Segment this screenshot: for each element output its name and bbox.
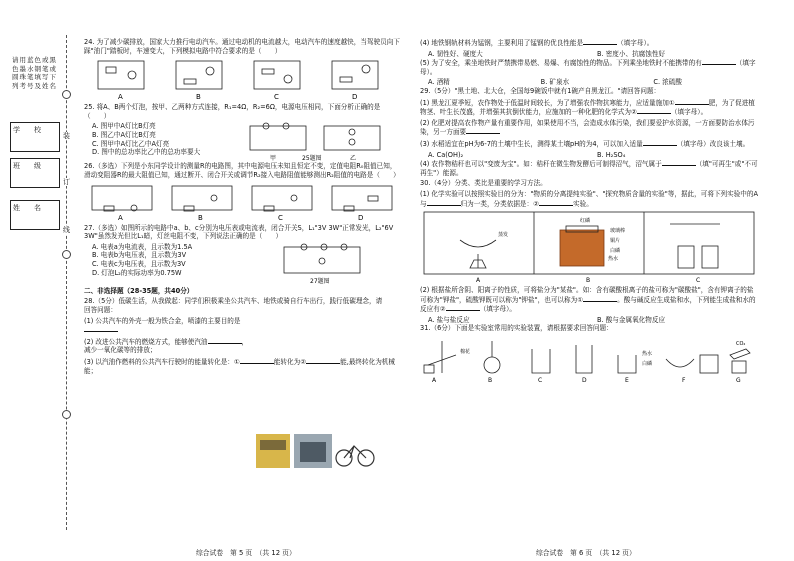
page-5-footer: 综合试卷 第 5 页 （共 12 页） <box>196 549 296 557</box>
name-field[interactable]: 姓 名 <box>10 200 60 230</box>
q30-2-option-a: A. 盐与盐反应 <box>428 315 470 324</box>
question-31: 31.（6分）下面是实验室常用的实验装置，请根据要求回答问题： <box>420 324 613 333</box>
answer-blank[interactable] <box>702 58 736 65</box>
answer-blank[interactable] <box>446 304 480 311</box>
q29-part-4: (4) 农作物秸秆也可以"变废为宝"。如：秸秆在微生物发酵后可制得沼气，沼气属于 <box>420 160 662 169</box>
q31-apparatus-figure <box>420 335 760 383</box>
q27-circuit-figure <box>264 243 384 285</box>
figure-annotation: 热水 <box>608 256 619 263</box>
q27-option-d: D. 灯泡L₂的实际功率为0.75W <box>92 268 182 277</box>
answer-blank[interactable] <box>662 159 696 166</box>
answer-blank[interactable] <box>675 98 709 105</box>
answer-blank[interactable] <box>466 127 500 134</box>
binding-instructions: 请用蓝色或黑色墨水钢笔或圆珠笔填写下列考号及姓名 <box>12 56 57 90</box>
binding-word: 线 <box>63 226 70 234</box>
question-30: 30.（4分）分类、类比是重要的学习方法。 <box>420 179 547 188</box>
figure-annotation: 铜片 <box>610 238 621 245</box>
figure-label: 乙 <box>350 155 357 163</box>
figure-annotation: 热水 <box>642 351 653 358</box>
figure-annotation: 白磷 <box>642 361 653 368</box>
question-27: 27.（多选）如图所示的电路中a、b、c分别为电压表或电流表，闭合开关S，L₁"3V 3W"正常发光，L₂"6V 3W"虽然发光但比L₁暗，灯丝电阻不变，下列说法正确的是（ ） <box>84 223 394 241</box>
q28-part-3: (3) 以汽油作燃料的公共汽车行驶时的能量转化是：① <box>84 357 240 366</box>
answer-blank[interactable] <box>643 139 677 146</box>
q28-part-4: (4) 地铁钢轨材料为锰钢，主要利用了锰钢的优良性能是 <box>420 39 584 47</box>
q28-part-2: (2) 改进公共汽车的燃烧方式，能够使汽油 <box>84 337 208 346</box>
answer-blank[interactable] <box>583 295 617 302</box>
figure-label: B <box>586 277 591 285</box>
page-6-footer: 综合试卷 第 6 页 （共 12 页） <box>536 549 636 557</box>
q30-2-option-b: B. 酸与金属氧化物反应 <box>597 315 666 324</box>
answer-blank[interactable] <box>637 107 671 114</box>
figure-annotation: 玻璃棒 <box>610 228 626 235</box>
question-24: 24. 为了减少碳排放，国家大力推行电动汽车。通过电动机的电流越大，电动汽车的速度越快，当驾驶员向下踩"油门"踏板时，车速变大，下列模拟电路中符合要求的是（ ） <box>84 38 400 55</box>
answer-blank[interactable] <box>84 325 118 332</box>
q4-option-a: A. 韧性好、硬度大 <box>428 49 483 58</box>
q29-part-3: (3) 水稻适宜在pH为6-7的土壤中生长，测得某土壤pH的为4，可以加入适量 <box>420 139 643 148</box>
figure-label: C <box>696 277 701 285</box>
question-25: 25. 将A、B两个灯泡，按甲、乙两种方式连接，R₁=4Ω，R₂=6Ω，电源电压相同，下面分析正确的是（ ） <box>84 103 381 120</box>
figure-label: B <box>488 377 493 384</box>
figure-label: E <box>625 377 629 384</box>
answer-blank[interactable] <box>539 199 573 206</box>
q27-option-a: A. 电表a为电流表，且示数为1.5A <box>92 242 193 251</box>
q25-option-c: C. 图甲中A灯比乙中A灯亮 <box>92 139 170 148</box>
q25-option-a: A. 图甲中A灯比B灯亮 <box>92 122 156 131</box>
bus-photo <box>256 434 290 468</box>
figure-label: 甲 <box>270 155 277 163</box>
figure-label: A <box>476 277 481 285</box>
page-5: 24. 为了减少碳排放，国家大力推行电动汽车。通过电动机的电流越大，电动汽车的速度越快，当驾驶员向下踩"油门"踏板时，车速变大，下列模拟电路中符合要求的是（ ） A B C D 25. 将A、B两个灯泡，按甲、乙两种方式连接，R₁=4Ω，R₂=6Ω，电源电压相同，下面分析正确的是（ ） A. 图甲中A灯比B灯亮 B. 图乙中A灯比B灯亮 C. 图甲中A灯比乙中A灯亮 D. 图中的总功率比乙中的总功率要大 甲 25题图 乙 26.（多选）下列是小东同学设计的测量R的电路图，其中电源电压未知且恒定不变，定值电阻R₀阻值已知，滑动变阻器R的最大阻值已知，通过断开、闭合开关或调节R₂接入电路阻值能够测出R₂阻值的电路是（ ） A B C D 27.（多选）如图所示的电路中a、b、c分别为电压表或电流表，闭合开关S，L₁"3V 3W"正常发光，L₂"6V 3W"虽然发光但比L₁暗，灯丝电阻不变，下列说法正确的是（ ） A. 电表a为电流表，且示数为1.5A B. 电表b为电压表，且示数为3V C. 电表c为电压表，且示数为3V D. 灯泡L₂的实际功率为0.75W 27题图 二、非选择题（28-35题，共40分） 28.（5分）低碳生活，从我做起：同学们积极乘坐公共汽车、地铁或骑自行车出行，践行低碳理念，请回答问题： (1) 公共汽车的外壳一般为铁合金，喷漆的主要目的是 (2) 改进公共汽车的燃烧方式，能够使汽油 ，减少一氧化碳等的排放； (3) 以汽油作燃料的公共汽车行驶时的能量转化是：① 能转化为② 能,最终转化为机械能； <box>84 38 402 377</box>
binding-dashed-line <box>66 35 67 530</box>
q28-part-1: (1) 公共汽车的外壳一般为铁合金，喷漆的主要目的是 <box>84 316 241 325</box>
answer-blank[interactable] <box>427 199 461 206</box>
answer-blank[interactable] <box>240 357 274 364</box>
page-6: (4) 地铁钢轨材料为锰钢，主要利用了锰钢的优良性能是 （填字母）。 A. 韧性好、硬度大 B. 密度小、抗腐蚀性好 (5) 为了安全，乘坐地铁时严禁携带易燃、易爆、有腐蚀性的物品。下列乘坐地铁时不能携带的有 （填字母）。 A. 酒精 B. 矿泉水 C. 浓硫酸 29.（5分）"黑土地、北大仓，全国每9碗饭中就有1碗产自黑龙江。"请回答问题： (1) 黑龙江夏季短，农作物处于低温时间较长，为了增强农作物抗寒能力，应适量施加① 肥，为了促进植物茎、叶生长茂盛，并增强其抗倒伏能力，应施加的一种化肥的化学式为② （填字母）。 (2) 化肥对提高农作物产量有重要作用，如果使用不当，会造成水体污染，我们要爱护水资源，一方面要防治水体污染，另一方面要 (3) 水稻适宜在pH为6-7的土壤中生长，测得某土壤pH的为4，可以加入适量 （填字母）改良该土壤。 A. Ca(OH)₂ B. H₂SO₄ (4) 农作物秸秆也可以"变废为宝"。如：秸秆在微生物发酵后可制得沼气，沼气属于 （填"可再生"或"不可再生"）能源。 30.（4分）分类、类比是重要的学习方法。 (1) 化学实验可以按照实验目的分为："物质的分离提纯实验"、"探究物质含量的实验"等，据此，可将下列实验中的A与 归为一类，分类依据是：② 实验。 A B C 蒸发 热水 红磷 玻璃棒 铜片 白磷 (2) 根据盐所含阴、阳离子的性质，可将盐分为"某盐"。如：含有碳酸根离子的盐可称为"碳酸盐"，含有钾离子的盐可称为"钾盐"，硫酸钾既可以称为"钾盐"，也可以称为① 。酸与碱反应生成盐和水，下列能生成盐和水的反应有② （填字母）。 A. 盐与盐反应 B. 酸与金属氧化物反应 31.（6分）下面是实验室常用的实验装置，请根据要求回答问题： A B C D E F G 棉花 热水 白磷 CO₂ <box>420 38 760 385</box>
binding-hole <box>62 410 71 419</box>
q24-circuit-options <box>84 57 402 101</box>
option-label: B <box>198 213 203 222</box>
q29-part-2: (2) 化肥对提高农作物产量有重要作用，如果使用不当，会造成水体污染，我们要爱护水资源，一方面要防治水体污染，另一方面要 <box>420 118 755 137</box>
figure-label: A <box>432 377 437 384</box>
option-label: B <box>196 93 201 102</box>
q27-option-b: B. 电表b为电压表，且示数为3V <box>92 251 187 260</box>
figure-caption: 25题图 <box>302 155 322 163</box>
q5-option-a: A. 酒精 <box>428 78 450 87</box>
figure-annotation: CO₂ <box>736 341 746 348</box>
class-field[interactable]: 班 级 <box>10 158 60 188</box>
binding-word: 装 <box>63 132 70 140</box>
figure-annotation: 蒸发 <box>498 232 509 239</box>
answer-blank[interactable] <box>306 357 340 364</box>
figure-annotation: 红磷 <box>580 218 591 225</box>
figure-caption: 27题图 <box>310 277 330 285</box>
figure-label: G <box>736 377 741 384</box>
q30-part-1: (1) 化学实验可以按照实验目的分为："物质的分离提纯实验"、"探究物质含量的实验"等，据此，可将下列实验中的A与 <box>420 189 758 208</box>
q29-3-option-b: B. H₂SO₄ <box>597 150 626 159</box>
answer-blank[interactable] <box>583 38 617 45</box>
binding-hole <box>62 250 71 259</box>
figure-label: F <box>682 377 686 384</box>
figure-label: D <box>582 377 587 384</box>
q4-option-b: B. 密度小、抗腐蚀性好 <box>597 49 666 58</box>
q30-experiment-figure <box>420 210 760 284</box>
option-label: A <box>118 213 123 222</box>
q25-circuit-figure <box>240 122 390 162</box>
question-28: 28.（5分）低碳生活，从我做起：同学们积极乘坐公共汽车、地铁或骑自行车出行，践行低碳理念，请回答问题： <box>84 297 383 314</box>
figure-annotation: 棉花 <box>460 349 471 356</box>
q27-option-c: C. 电表c为电压表，且示数为3V <box>92 259 186 268</box>
q29-3-option-a: A. Ca(OH)₂ <box>428 150 464 159</box>
binding-hole <box>62 90 71 99</box>
q26-circuit-options <box>84 182 402 222</box>
transport-photos <box>256 434 376 468</box>
q29-part-1: (1) 黑龙江夏季短，农作物处于低温时间较长，为了增强农作物抗寒能力，应适量施加① <box>420 98 675 107</box>
q5-option-b: B. 矿泉水 <box>540 78 570 87</box>
figure-annotation: 白磷 <box>610 248 621 255</box>
question-26: 26.（多选）下列是小东同学设计的测量R的电路图，其中电源电压未知且恒定不变，定值电阻R₀阻值已知，滑动变阻器R的最大阻值已知，通过断开、闭合开关或调节R₂接入电路阻值能够测出R₂阻值的电路是（ ） <box>84 162 400 179</box>
option-label: C <box>274 93 279 102</box>
option-label: D <box>352 93 358 102</box>
q25-option-b: B. 图乙中A灯比B灯亮 <box>92 130 156 139</box>
q30-part-2: (2) 根据盐所含阴、阳离子的性质，可将盐分为"某盐"。如：含有碳酸根离子的盐可称为"碳酸盐"，含有钾离子的盐可称为"钾盐"，硫酸钾既可以称为"钾盐"，也可以称为① <box>420 286 754 304</box>
q28-part-5: (5) 为了安全，乘坐地铁时严禁携带易燃、易爆、有腐蚀性的物品。下列乘坐地铁时不能携带的有 <box>420 59 702 68</box>
question-29: 29.（5分）"黑土地、北大仓，全国每9碗饭中就有1碗产自黑龙江。"请回答问题： <box>420 86 661 95</box>
q25-option-d: D. 图中的总功率比乙中的总功率要大 <box>92 148 201 157</box>
figure-label: C <box>538 377 543 384</box>
bicycle-photo <box>336 446 374 466</box>
option-label: C <box>278 213 283 222</box>
binding-word: 订 <box>63 178 70 186</box>
answer-blank[interactable] <box>208 337 242 344</box>
section-2-heading: 二、非选择题（28-35题，共40分） <box>84 286 194 295</box>
option-label: A <box>118 93 123 102</box>
option-label: D <box>358 213 364 222</box>
school-field[interactable]: 学 校 <box>10 122 60 152</box>
binding-strip <box>4 30 66 530</box>
q5-option-c: C. 浓硫酸 <box>653 78 682 87</box>
